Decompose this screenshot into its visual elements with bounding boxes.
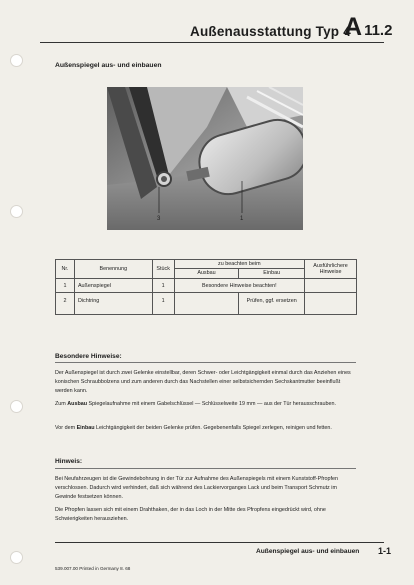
cell-nr: 1 [56, 279, 75, 293]
cell-hinweise [305, 293, 357, 315]
col-header-einbau: Einbau [239, 269, 305, 279]
binder-hole [10, 400, 23, 413]
col-header-stueck: Stück [152, 260, 174, 279]
besondere-paragraph-3 [55, 424, 357, 433]
text-span: Spiegelaufnahme mit einem Gabelschlüssel — Schlüsselweite 19 mm — aus der Tür herausschrauben. [87, 401, 336, 407]
section-title: Außenspiegel aus- und einbauen [55, 62, 162, 69]
footer-title: Außenspiegel aus- und einbauen [256, 548, 360, 555]
besondere-heading: Besondere Hinweise: [55, 353, 122, 360]
hinweis-paragraph-2: Die Pfropfen lassen sich mit einem Drahthaken, der in das Loch in der Mitte des Pfropfens eingedrückt wird, ohne Schwierigkeiten herausziehen. [55, 507, 326, 522]
heading-divider [55, 362, 356, 363]
binder-hole [10, 205, 23, 218]
cell-name: Dichtring [74, 293, 152, 315]
text-span: Zum [55, 401, 68, 407]
mirror-photo [107, 87, 303, 230]
col-header-zu-beachten: zu beachten beim [174, 260, 304, 269]
cell-note: Besondere Hinweise beachten! [174, 279, 304, 293]
parts-table [55, 259, 357, 315]
cell-ausbau [174, 293, 239, 315]
print-note: 539.007.00 Printed in Germany 8. 68 [55, 566, 131, 571]
table-header-row [56, 260, 357, 269]
table-row [56, 293, 357, 315]
callout-label: 1 [240, 216, 244, 222]
besondere-paragraph-1: Der Außenspiegel ist durch zwei Gelenke einstellbar, deren Schwer- oder Leichtgängigkeit einmal durch das Anziehen eines konischen Schraubbolzens und zum anderen durch das Nachstellen einer selbstsichernden Sechskantmutter beeinflußt werden kann. [55, 370, 351, 394]
cell-hinweise [305, 279, 357, 293]
col-header-benennung: Benennung [74, 260, 152, 279]
emphasis-einbau: Einbau [76, 425, 95, 431]
cell-note: Prüfen, ggf. ersetzen [239, 293, 305, 315]
hinweis-heading: Hinweis: [55, 458, 83, 465]
cell-nr: 2 [56, 293, 75, 315]
callout-label: 3 [157, 216, 161, 222]
heading-divider [55, 468, 356, 469]
binder-hole [10, 551, 23, 564]
section-number: 11.2 [364, 22, 393, 39]
cell-qty: 1 [152, 293, 174, 315]
binder-hole [10, 54, 23, 67]
col-header-nr: Nr. [56, 260, 75, 279]
emphasis-ausbau: Ausbau [67, 401, 88, 407]
cell-name: Außenspiegel [74, 279, 152, 293]
cell-qty: 1 [152, 279, 174, 293]
section-letter: A [344, 13, 363, 41]
footer-divider [55, 542, 384, 543]
header-divider [40, 42, 384, 43]
text-span: Vor dem [55, 425, 77, 431]
col-header-hinweise: Ausführlichere Hinweise [305, 260, 357, 279]
table-row [56, 279, 357, 293]
page-header-title: Außenausstattung Typ 4 [190, 24, 351, 39]
section-code [344, 13, 392, 42]
besondere-paragraph-2 [55, 400, 357, 409]
hinweis-paragraph-1: Bei Neufahrzeugen ist die Gewindebohrung in der Tür zur Aufnahme des Außenspiegels mit einem Kunststoff-Pfropfen verschlossen. Dadurch wird verhindert, daß sich während des Lackiervorganges Lack und beim Transport Schmutz im Gewinde festsetzen können. [55, 476, 338, 500]
col-header-ausbau: Ausbau [174, 269, 239, 279]
page-number: 1-1 [378, 546, 392, 556]
text-span: Leichtgängigkeit der beiden Gelenke prüfen. Gegebenenfalls Spiegel zerlegen, reinigen und fetten. [94, 425, 332, 431]
